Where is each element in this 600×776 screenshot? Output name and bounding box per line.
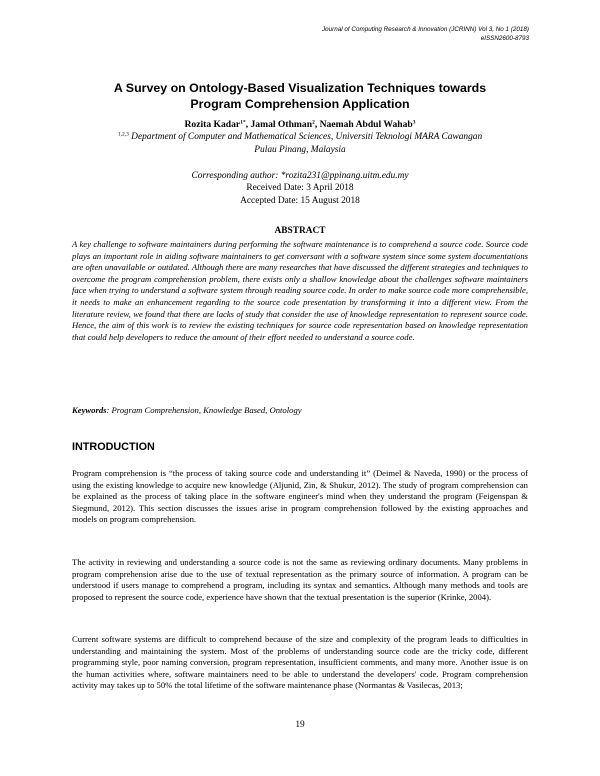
affiliation-line-1 xyxy=(60,131,540,144)
author-2-name: Jamal Othman xyxy=(250,119,313,130)
journal-issn: eISSN2600-8793 xyxy=(480,34,529,42)
affiliation xyxy=(60,131,540,157)
author-1-name: Rozita Kadar xyxy=(184,119,241,130)
accepted-date: Accepted Date: 15 August 2018 xyxy=(240,195,360,206)
author-separator: , xyxy=(245,119,251,130)
keywords-list: : Program Comprehension, Knowledge Based, Ontology xyxy=(106,405,302,415)
abstract-text: A key challenge to software maintainers during performing the software maintenance is to comprehend a source code. Source code plays an important role in aiding software maintainers to get conversant with a software system since some system documentations are often unavailable or outdated. Although there are many researches that have discussed the different strategies and techniques to overcome the program comprehension problem, there exists only a shallow knowledge about the challenges software maintainers face when trying to understand a software system through reading source code. In order to make source code more comprehensible, it needs to make an enhancement regarding to the source code presentation by transforming it into a different view. From the literature review, we found that there are lacks of study that consider the use of knowledge representation to represent source code. Hence, the aim of this work is to review the existing techniques for source code representation based on knowledge representation that could help developers to reduce the amount of their effort needed to understand a source code. xyxy=(72,239,528,342)
page-number: 19 xyxy=(295,720,305,730)
intro-paragraph-2: The activity in reviewing and understanding a source code is not the same as reviewing ordinary documents. Many problems in program comprehension arise due to the use of textual representation as the primary source of information. A program can be understood if users manage to comprehend a program, including its syntax and semantics. Although many methods and tools are proposed to represent the source code, experience have shown that the textual presentation is the superior (Krinke, 2004). xyxy=(72,557,528,602)
abstract-heading: ABSTRACT xyxy=(274,226,326,236)
keywords-label: Keywords xyxy=(72,405,107,415)
affiliation-text: Department of Computer and Mathematical Sciences, Universiti Teknologi MARA Cawangan xyxy=(128,132,483,142)
author-list xyxy=(60,118,540,131)
author-1-mark: 1* xyxy=(240,119,246,126)
received-date: Received Date: 3 April 2018 xyxy=(246,183,354,194)
journal-name: Journal of Computing Research & Innovation (JCRINN) Vol 3, No 1 (2018) xyxy=(322,26,529,33)
affiliation-line-2: Pulau Pinang, Malaysia xyxy=(254,145,346,155)
author-separator: , xyxy=(314,119,320,130)
intro-paragraph-3: Current software systems are difficult to comprehend because of the size and complexity of the program leads to difficulties in understanding and maintaining the system. Most of the problems of understanding source code are the tricky code, different programming style, poor naming conversion, program representation, insufficient comments, and many more. Another issue is on the human activities where, software maintainers need to be able to understand the developers' code. Program comprehension activity may takes up to 50% the total lifetime of the software maintenance phase (Normantas & Vasilecas, 2013; xyxy=(72,634,528,691)
author-2-mark: 2 xyxy=(312,119,315,126)
paper-title-line-1: A Survey on Ontology-Based Visualization Techniques towards xyxy=(113,81,487,95)
corresponding-author: Corresponding author: *rozita231@ppinang.uitm.edu.my xyxy=(191,171,409,181)
affiliation-mark: 1,2,3 xyxy=(117,131,129,138)
article-meta xyxy=(60,170,540,207)
author-3-mark: 3 xyxy=(412,119,416,126)
paper-title-line-2: Program Comprehension Application xyxy=(190,96,410,111)
paper-title xyxy=(60,81,540,112)
journal-header xyxy=(322,26,529,43)
keywords xyxy=(72,405,528,417)
intro-paragraph-1: Program comprehension is “the process of taking source code and understanding it” (Deimel & Naveda, 1990) or the process of using the existing knowledge to acquire new knowledge (Aljunid, Zin, & Shukur, 2012). The study of program comprehension can be explained as the process of taking place in the software engineer's mind when they understand the program (Feigenspan & Siegmund, 2012). This section discusses the issues arise in program comprehension followed by the existing approaches and models on program comprehension. xyxy=(72,468,528,525)
introduction-heading: INTRODUCTION xyxy=(72,441,155,453)
author-3-name: Naemah Abdul Wahab xyxy=(319,119,413,130)
